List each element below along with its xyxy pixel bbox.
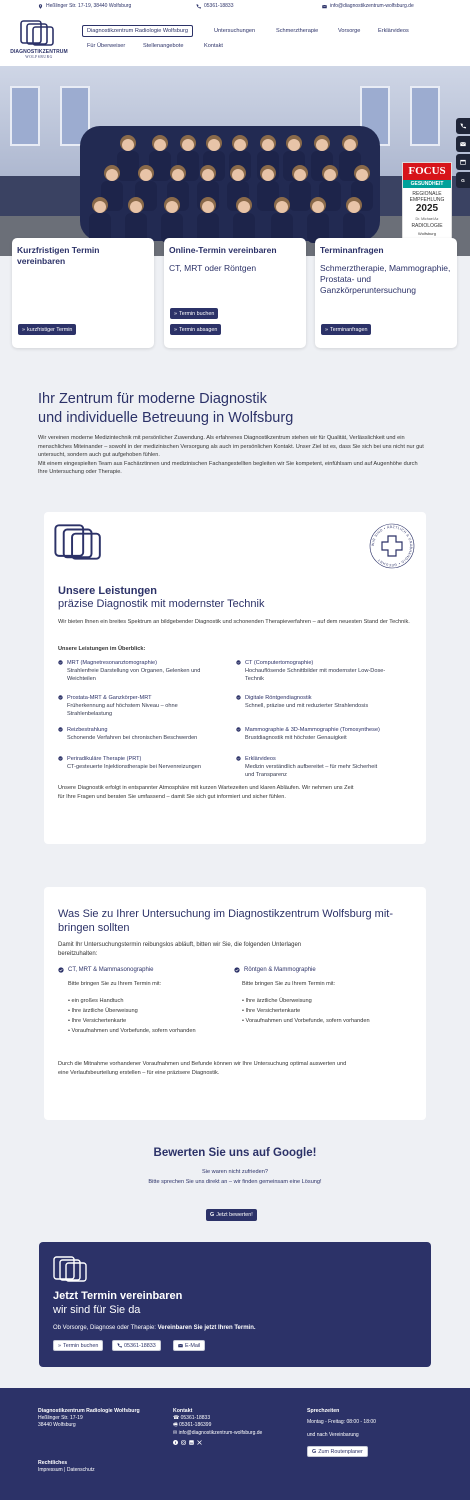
- topbar-email[interactable]: [322, 3, 414, 9]
- check-circle-icon: [58, 727, 63, 732]
- bring-list-item: • Voraufnahmen und Vorbefunde, sofern vorhanden: [242, 1018, 370, 1024]
- medical-cross-seal-icon: [368, 522, 416, 570]
- check-circle-icon: [236, 695, 241, 700]
- nav-item-untersuchungen[interactable]: Untersuchungen: [214, 28, 256, 34]
- bring-heading: Was Sie zu Ihrer Untersuchung im Diagnostikzentrum Wolfsburg mit- bringen sollten: [58, 908, 394, 934]
- intro-heading: Ihr Zentrum für moderne Diagnostik und individuelle Betreuung in Wolfsburg: [38, 391, 294, 426]
- intro-paragraph-1: Wir vereinen moderne Medizintechnik mit persönlicher Zuwendung. Als erfahrenes Diagnostikzentrum stehen wir für Qualität, Verlässlichkeit und ein menschliches Miteinander – sowohl in der medizinischen Versorgung als auch im persönlichen Kontakt. Unser Ziel ist es, dass Sie sich bei uns nicht nur gut untersucht, sondern auch gut aufgehoben fühlen.: [38, 435, 424, 459]
- team-member-face: [122, 139, 134, 151]
- service-title[interactable]: MRT (Magnetresonanztomographie): [67, 660, 157, 666]
- routenplaner-button[interactable]: G Zum Routenplaner: [307, 1446, 368, 1457]
- services-intro-text: Wir bieten Ihnen ein breites Spektrum an bildgebender Diagnostik und schonenden Therapieverfahren – auf dem neuesten Stand der Technik.: [58, 619, 410, 625]
- check-circle-icon: [234, 967, 240, 973]
- footer-legal-links: Impressum | Datenschutz: [38, 1467, 95, 1473]
- footer-hours-1: Montag - Freitag: 08:00 - 18:00: [307, 1419, 376, 1425]
- focus-doctor: Dr. Michael Az: [415, 217, 439, 221]
- side-email-button[interactable]: [456, 136, 470, 152]
- check-circle-icon: [58, 967, 64, 973]
- envelope-icon: [460, 141, 466, 147]
- bring-left-label: Bitte bringen Sie zu Ihrem Termin mit:: [68, 981, 162, 987]
- service-desc: Strahlenfreie Darstellung von Organen, Gelenken und: [67, 668, 201, 675]
- service-title[interactable]: Periradikuläre Therapie (PRT): [67, 756, 142, 762]
- service-desc: Schonende Verfahren bei chronischen Beschwerden: [67, 735, 198, 742]
- services-heading: Unsere Leistungen: [58, 585, 158, 597]
- services-closing: Unsere Diagnostik erfolgt in entspannter Atmosphäre mit kurzen Wartezeiten und klaren Abläufen. Wir nehmen uns Zeit für Ihre Fragen und beraten Sie umfassend – damit Sie sich gut informiert und sicher fühlen.: [58, 785, 354, 800]
- side-phone-button[interactable]: [456, 118, 470, 134]
- cta-email-button[interactable]: E-Mail: [173, 1340, 205, 1351]
- logo-frames-icon: [53, 1256, 89, 1282]
- check-circle-icon: [58, 756, 63, 761]
- cta-section: [39, 1242, 431, 1367]
- team-member-face: [140, 169, 152, 181]
- side-calendar-button[interactable]: [456, 154, 470, 170]
- check-circle-icon: [236, 756, 241, 761]
- focus-year: 2025: [415, 203, 439, 214]
- google-heading: Bewerten Sie uns auf Google!: [153, 1147, 317, 1159]
- check-circle-icon: [236, 727, 241, 732]
- service-desc: CT-gesteuerte Injektionstherapie bei Nervenreizungen: [67, 764, 202, 771]
- service-title[interactable]: Mammographie & 3D-Mammographie (Tomosynthese): [245, 727, 380, 733]
- team-member-face: [294, 169, 306, 181]
- cta-heading: Jetzt Termin vereinbaren: [53, 1290, 183, 1302]
- top-bar: [0, 0, 470, 12]
- team-member-face: [130, 201, 142, 213]
- nav-item-schmerztherapie[interactable]: Schmerztherapie: [276, 28, 319, 34]
- team-member-face: [356, 169, 368, 181]
- bring-right-title: Röntgen & Mammographie: [234, 967, 316, 973]
- team-member-face: [324, 169, 336, 181]
- chevron-right-icon: »: [325, 326, 328, 333]
- nav-item-radiologie[interactable]: Diagnostikzentrum Radiologie Wolfsburg: [82, 25, 193, 37]
- envelope-icon: [178, 1343, 183, 1348]
- instagram-icon[interactable]: [181, 1440, 186, 1445]
- check-circle-icon: [58, 695, 63, 700]
- footer-contact-list: [173, 1415, 262, 1437]
- bring-list-item: • Ihre Versichertenkarte: [242, 1008, 301, 1014]
- google-review-button[interactable]: G Jetzt bewerten!: [206, 1209, 257, 1221]
- footer-hours-2: und nach Vereinbarung: [307, 1432, 359, 1438]
- footer-fax: 🖷 05361-186399: [173, 1422, 212, 1429]
- impressum-link[interactable]: Impressum: [38, 1467, 63, 1473]
- topbar-phone[interactable]: [196, 3, 233, 9]
- google-icon: [460, 177, 466, 183]
- focus-brand: FOCUS: [403, 163, 451, 180]
- topbar-address-text: Heßlinger Str. 17-19, 38440 Wolfsburg: [46, 3, 132, 9]
- topbar-email-text: info@diagnostikzentrum-wolfsburg.de: [330, 3, 414, 9]
- service-title[interactable]: Reizbestrahlung: [67, 727, 108, 733]
- card-kurzfristig-title: Kurzfristigen Termin vereinbaren: [17, 245, 100, 266]
- svg-text:f: f: [174, 1441, 177, 1445]
- svg-text:WIR SIND • ÄRZTLICH & UNABHÄNG: WIR SIND • ÄRZTLICH & UNABHÄNGIG • GEFÜHRT: [370, 524, 414, 568]
- topbar-phone-text: 05361-18833: [204, 3, 234, 9]
- focus-field: RADIOLOGIE: [411, 223, 443, 229]
- x-icon[interactable]: [197, 1440, 202, 1445]
- card-anfragen-title: Terminanfragen: [320, 245, 384, 255]
- service-desc: Weichteilen: [67, 676, 96, 683]
- nav-item-stellenangebote[interactable]: Stellenangebote: [143, 43, 184, 49]
- bring-left-title: CT, MRT & Mammasonographie: [58, 967, 153, 973]
- services-subheading: präzise Diagnostik mit modernster Technik: [58, 598, 265, 610]
- terminanfragen-button[interactable]: » Terminanfragen: [321, 324, 371, 335]
- team-member-face: [208, 139, 220, 151]
- card-online-subtitle: CT, MRT oder Röntgen: [169, 263, 257, 273]
- team-member-face: [348, 201, 360, 213]
- team-member-face: [94, 201, 106, 213]
- services-section: [44, 512, 426, 844]
- phone-icon: [117, 1343, 122, 1348]
- bring-right-label: Bitte bringen Sie zu Ihrem Termin mit:: [242, 981, 336, 987]
- team-member-face: [166, 201, 178, 213]
- chevron-right-icon: »: [58, 1342, 61, 1349]
- footer-social-icons: [173, 1440, 202, 1445]
- chevron-right-icon: »: [22, 326, 25, 333]
- team-member-face: [316, 139, 328, 151]
- svg-text:G: G: [461, 178, 465, 183]
- linkedin-icon[interactable]: [189, 1440, 194, 1445]
- services-overview-label: Unsere Leistungen im Überblick:: [58, 646, 146, 652]
- service-desc: Hochauflösende Schnittbilder mit modernster Low-Dose-: [245, 668, 386, 675]
- team-member-face: [288, 139, 300, 151]
- card-terminanfragen: [315, 238, 457, 348]
- site-header: [0, 12, 470, 66]
- logo-city: WOLFSBURG: [25, 55, 53, 59]
- kurzfristiger-termin-button[interactable]: » kurzfristiger Termin: [18, 324, 76, 335]
- team-member-face: [232, 169, 244, 181]
- logo-frames-icon: [20, 20, 56, 46]
- service-desc: und Transparenz: [245, 772, 287, 779]
- card-anfragen-subtitle: Schmerztherapie, Mammographie, Prostata- und Ganzkörperuntersuchung: [320, 263, 451, 295]
- team-member-face: [202, 201, 214, 213]
- logo-frames-icon: [54, 522, 104, 562]
- google-icon: G: [210, 1212, 215, 1218]
- team-member-face: [262, 139, 274, 151]
- team-member-face: [262, 169, 274, 181]
- envelope-icon: [322, 4, 327, 9]
- card-kurzfristig: [12, 238, 154, 348]
- service-desc: Früherkennung auf höchstem Niveau – ohne: [67, 703, 178, 710]
- footer-address: Heßlinger Str. 17-19 38440 Wolfsburg: [38, 1415, 83, 1429]
- intro-text: [38, 434, 428, 477]
- termin-buchen-button[interactable]: » Termin buchen: [170, 308, 218, 319]
- service-title[interactable]: CT (Computertomographie): [245, 660, 314, 666]
- card-online-termin: [164, 238, 306, 348]
- focus-category: GESUNDHEIT: [403, 180, 451, 188]
- focus-city: Wolfsburg: [418, 231, 436, 236]
- check-circle-icon: [236, 660, 241, 665]
- bring-intro: Damit Ihr Untersuchungstermin reibungslos abläuft, bitten wir Sie, die folgenden Unterlagen bereitzuhalten:: [58, 942, 302, 957]
- team-member-face: [172, 169, 184, 181]
- bring-list-item: • Ihre ärztliche Überweisung: [242, 998, 312, 1004]
- location-pin-icon: [38, 4, 43, 9]
- service-desc: Technik: [245, 676, 264, 683]
- datenschutz-link[interactable]: Datenschutz: [66, 1467, 95, 1473]
- team-member-face: [238, 201, 250, 213]
- footer-phone[interactable]: ☎ 05361-18833: [173, 1415, 211, 1421]
- cta-phone-button[interactable]: 05361-18833: [112, 1340, 161, 1351]
- phone-icon: [196, 4, 201, 9]
- team-member-face: [106, 169, 118, 181]
- bring-list-item: • Ihre Versichertenkarte: [68, 1018, 127, 1024]
- phone-icon: [460, 123, 466, 129]
- termin-absagen-button[interactable]: » Termin absagen: [170, 324, 221, 335]
- team-member-face: [154, 139, 166, 151]
- focus-line1: REGIONALE: [412, 191, 442, 197]
- footer-contact-title: Kontakt: [173, 1408, 193, 1414]
- cta-termin-buchen-button[interactable]: » Termin buchen: [53, 1340, 103, 1351]
- card-online-title: Online-Termin vereinbaren: [169, 245, 277, 255]
- team-member-face: [312, 201, 324, 213]
- service-title[interactable]: Prostata-MRT & Ganzkörper-MRT: [67, 695, 152, 701]
- intro-paragraph-2: Mit einem eingespielten Team aus Fachärztinnen und medizinischen Fachangestellten begleiten wir Sie kompetent, einfühlsam und auf Augenhöhe durch Ihre Untersuchung oder Therapie.: [38, 460, 418, 476]
- footer-col1-title: Diagnostikzentrum Radiologie Wolfsburg: [38, 1408, 140, 1414]
- team-member-face: [234, 139, 246, 151]
- check-circle-icon: [58, 660, 63, 665]
- bring-section: [44, 887, 426, 1120]
- nav-item-erklaervideos[interactable]: Erklärvideos: [378, 28, 409, 34]
- bring-list-item: • ein großes Handtuch: [68, 998, 124, 1004]
- side-google-button[interactable]: [456, 172, 470, 188]
- chevron-right-icon: »: [174, 326, 177, 333]
- team-member-body: [117, 151, 139, 181]
- site-footer: [0, 1388, 470, 1500]
- hero-team-photo: [0, 66, 470, 256]
- svg-text:in: in: [190, 1441, 193, 1445]
- team-member-face: [344, 139, 356, 151]
- team-member-face: [202, 169, 214, 181]
- nav-item-vorsorge[interactable]: Vorsorge: [338, 28, 361, 34]
- service-title[interactable]: Digitale Röntgendiagnostik: [245, 695, 312, 701]
- footer-legal-title: Rechtliches: [38, 1460, 68, 1466]
- team-member-face: [182, 139, 194, 151]
- site-logo[interactable]: [8, 20, 70, 64]
- service-desc: Strahlenbelastung: [67, 711, 113, 718]
- calendar-icon: [460, 159, 466, 165]
- topbar-address[interactable]: [38, 3, 131, 9]
- team-member-body: [289, 181, 311, 211]
- google-icon: G: [312, 1448, 317, 1455]
- nav-item-ueberweiser[interactable]: Für Überweiser: [87, 43, 126, 49]
- service-desc: Brustdiagnostik mit höchster Genauigkeit: [245, 735, 347, 742]
- team-group-illustration: [0, 66, 470, 256]
- footer-hours-title: Sprechzeiten: [307, 1408, 340, 1414]
- focus-line2: EMPFEHLUNG: [409, 197, 445, 203]
- logo-name: DIAGNOSTIKZENTRUM: [10, 49, 68, 55]
- nav-item-kontakt[interactable]: Kontakt: [204, 43, 223, 49]
- bring-closing: Durch die Mitnahme vorhandener Voraufnahmen und Befunde können wir Ihre Untersuchung optimal auswerten und eine Verlaufsbeurteilung erstellen – für eine präzisere Diagnostik.: [58, 1061, 347, 1076]
- service-desc: Schnell, präzise und mit reduzierter Strahlendosis: [245, 703, 369, 710]
- service-title[interactable]: Erklärvideos: [245, 756, 276, 762]
- cta-text: Ob Vorsorge, Diagnose oder Therapie: Vereinbaren Sie jetzt Ihren Termin.: [53, 1325, 256, 1331]
- bring-list-item: • Voraufnahmen und Vorbefunde, sofern vorhanden: [68, 1028, 196, 1034]
- team-member-face: [276, 201, 288, 213]
- facebook-icon[interactable]: [173, 1440, 178, 1445]
- bring-list-item: • Ihre ärztliche Überweisung: [68, 1008, 138, 1014]
- cta-subheading: wir sind für Sie da: [53, 1304, 141, 1316]
- google-text: Sie waren nicht zufrieden? Bitte sprechen Sie uns direkt an – wir finden gemeinsam eine Lösung!: [148, 1169, 322, 1185]
- service-desc: Medizin verständlich aufbereitet – für mehr Sicherheit: [245, 764, 378, 771]
- chevron-right-icon: »: [174, 310, 177, 317]
- footer-email[interactable]: ✉ info@diagnostikzentrum-wolfsburg.de: [173, 1429, 263, 1436]
